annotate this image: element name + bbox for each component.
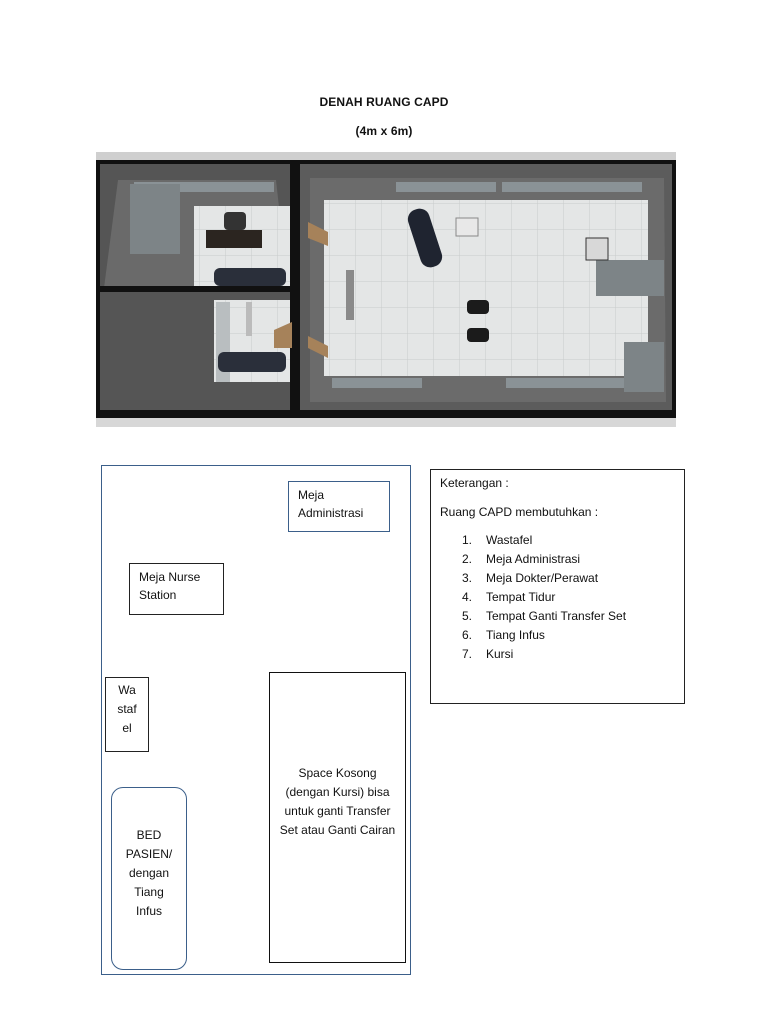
legend-item-label: Tempat Ganti Transfer Set	[486, 609, 627, 623]
legend-item-number: 5.	[462, 609, 473, 623]
bed-label-line: PASIEN/	[125, 847, 173, 861]
legend-item-label: Tempat Tidur	[486, 590, 556, 604]
wastafel-box	[105, 677, 149, 752]
legend-item-number: 1.	[462, 533, 473, 547]
bed-label-line: Infus	[135, 904, 162, 918]
layout-plan	[101, 465, 411, 975]
bed-label-line: dengan	[128, 866, 170, 880]
legend-intro: Ruang CAPD membutuhkan :	[440, 505, 599, 519]
legend-item-number: 7.	[462, 647, 473, 661]
wastafel-label-line: staf	[117, 702, 137, 716]
meja-administrasi-box	[288, 481, 390, 532]
legend-item-label: Kursi	[486, 647, 514, 661]
legend-heading: Keterangan :	[440, 476, 509, 490]
legend-item-number: 4.	[462, 590, 473, 604]
legend-item-number: 2.	[462, 552, 473, 566]
bed-pasien-box	[111, 787, 187, 970]
legend-item-number: 3.	[462, 571, 473, 585]
meja-nurse-station-label: Meja Nurse Station	[139, 570, 201, 602]
meja-nurse-station-box	[129, 563, 224, 615]
bed-label-line: BED	[136, 828, 162, 842]
legend-item-label: Tiang Infus	[486, 628, 545, 642]
wastafel-label-line: Wa	[118, 683, 136, 697]
page-title: DENAH RUANG CAPD	[319, 95, 449, 109]
space-kosong-box	[269, 672, 406, 963]
legend-item-label: Meja Dokter/Perawat	[486, 571, 599, 585]
legend-item-label: Wastafel	[486, 533, 533, 547]
page-subtitle: (4m x 6m)	[355, 124, 413, 138]
space-kosong-label: Space Kosong (dengan Kursi) bisa untuk ganti Transfer Set atau Ganti Cairan	[279, 766, 396, 837]
legend-box	[430, 469, 685, 704]
legend-item-number: 6.	[462, 628, 473, 642]
floor-render-image	[96, 152, 676, 427]
bed-label-line: Tiang	[134, 885, 164, 899]
legend-item-label: Meja Administrasi	[486, 552, 581, 566]
meja-administrasi-label: Meja Administrasi	[298, 488, 364, 520]
wastafel-label-line: el	[122, 721, 132, 735]
